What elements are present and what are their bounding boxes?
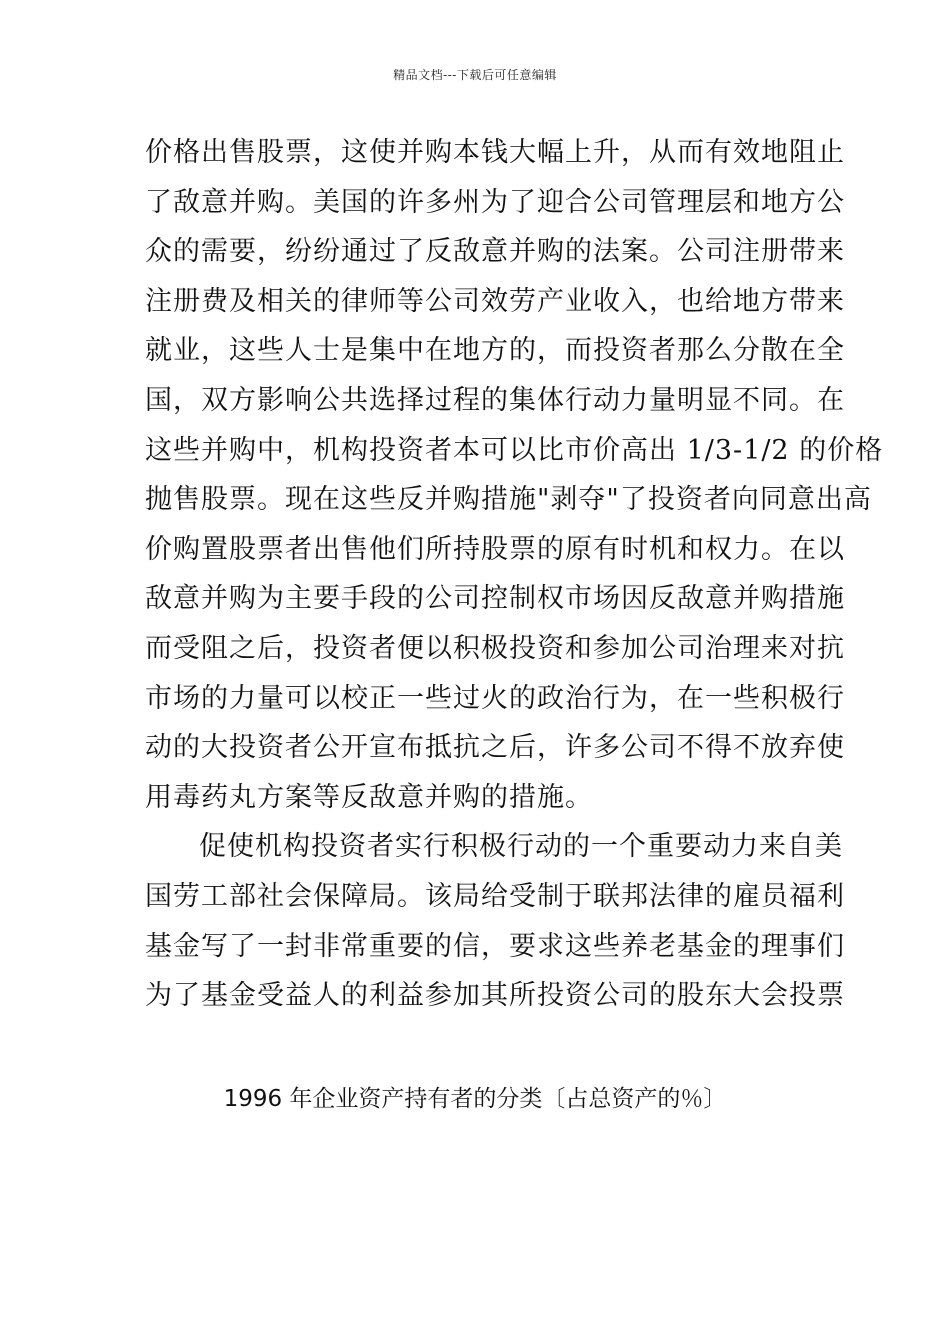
text-line: 国，双方影响公共选择过程的集体行动力量明显不同。在	[145, 384, 845, 416]
text-line: 用毒药丸方案等反敌意并购的措施。	[145, 781, 593, 813]
text-line: 市场的力量可以校正一些过火的政治行为，在一些积极行	[145, 682, 845, 714]
page-header: 精品文档---下载后可任意编辑	[393, 68, 557, 82]
text-line: 抛售股票。现在这些反并购措施"剥夺"了投资者向同意出高	[145, 484, 872, 516]
text-line: 价购置股票者出售他们所持股票的原有时机和权力。在以	[145, 533, 845, 565]
text-line: 就业，这些人士是集中在地方的，而投资者那么分散在全	[145, 335, 845, 367]
paragraph-start-line: 促使机构投资者实行积极行动的一个重要动力来自美	[199, 831, 843, 863]
text-line: 基金写了一封非常重要的信，要求这些养老基金的理事们	[145, 930, 845, 962]
text-line: 价格出售股票，这使并购本钱大幅上升，从而有效地阻止	[145, 137, 845, 168]
table-caption: 1996 年企业资产持有者的分类〔占总资产的％〕	[223, 1086, 727, 1112]
text-line: 这些并购中，机构投资者本可以比市价高出 1/3-1/2 的价格	[145, 434, 884, 466]
text-line: 动的大投资者公开宣布抵抗之后，许多公司不得不放弃使	[145, 732, 845, 764]
text-line: 为了基金受益人的利益参加其所投资公司的股东大会投票	[145, 980, 845, 1012]
text-line: 注册费及相关的律师等公司效劳产业收入，也给地方带来	[145, 285, 845, 317]
text-line: 国劳工部社会保障局。该局给受制于联邦法律的雇员福利	[145, 880, 845, 912]
text-line: 而受阻之后，投资者便以积极投资和参加公司治理来对抗	[145, 632, 845, 664]
text-line: 敌意并购为主要手段的公司控制权市场因反敌意并购措施	[145, 583, 845, 615]
text-line: 了敌意并购。美国的许多州为了迎合公司管理层和地方公	[145, 186, 845, 218]
text-line: 众的需要，纷纷通过了反敌意并购的法案。公司注册带来	[145, 236, 845, 268]
body-text	[145, 128, 884, 1021]
